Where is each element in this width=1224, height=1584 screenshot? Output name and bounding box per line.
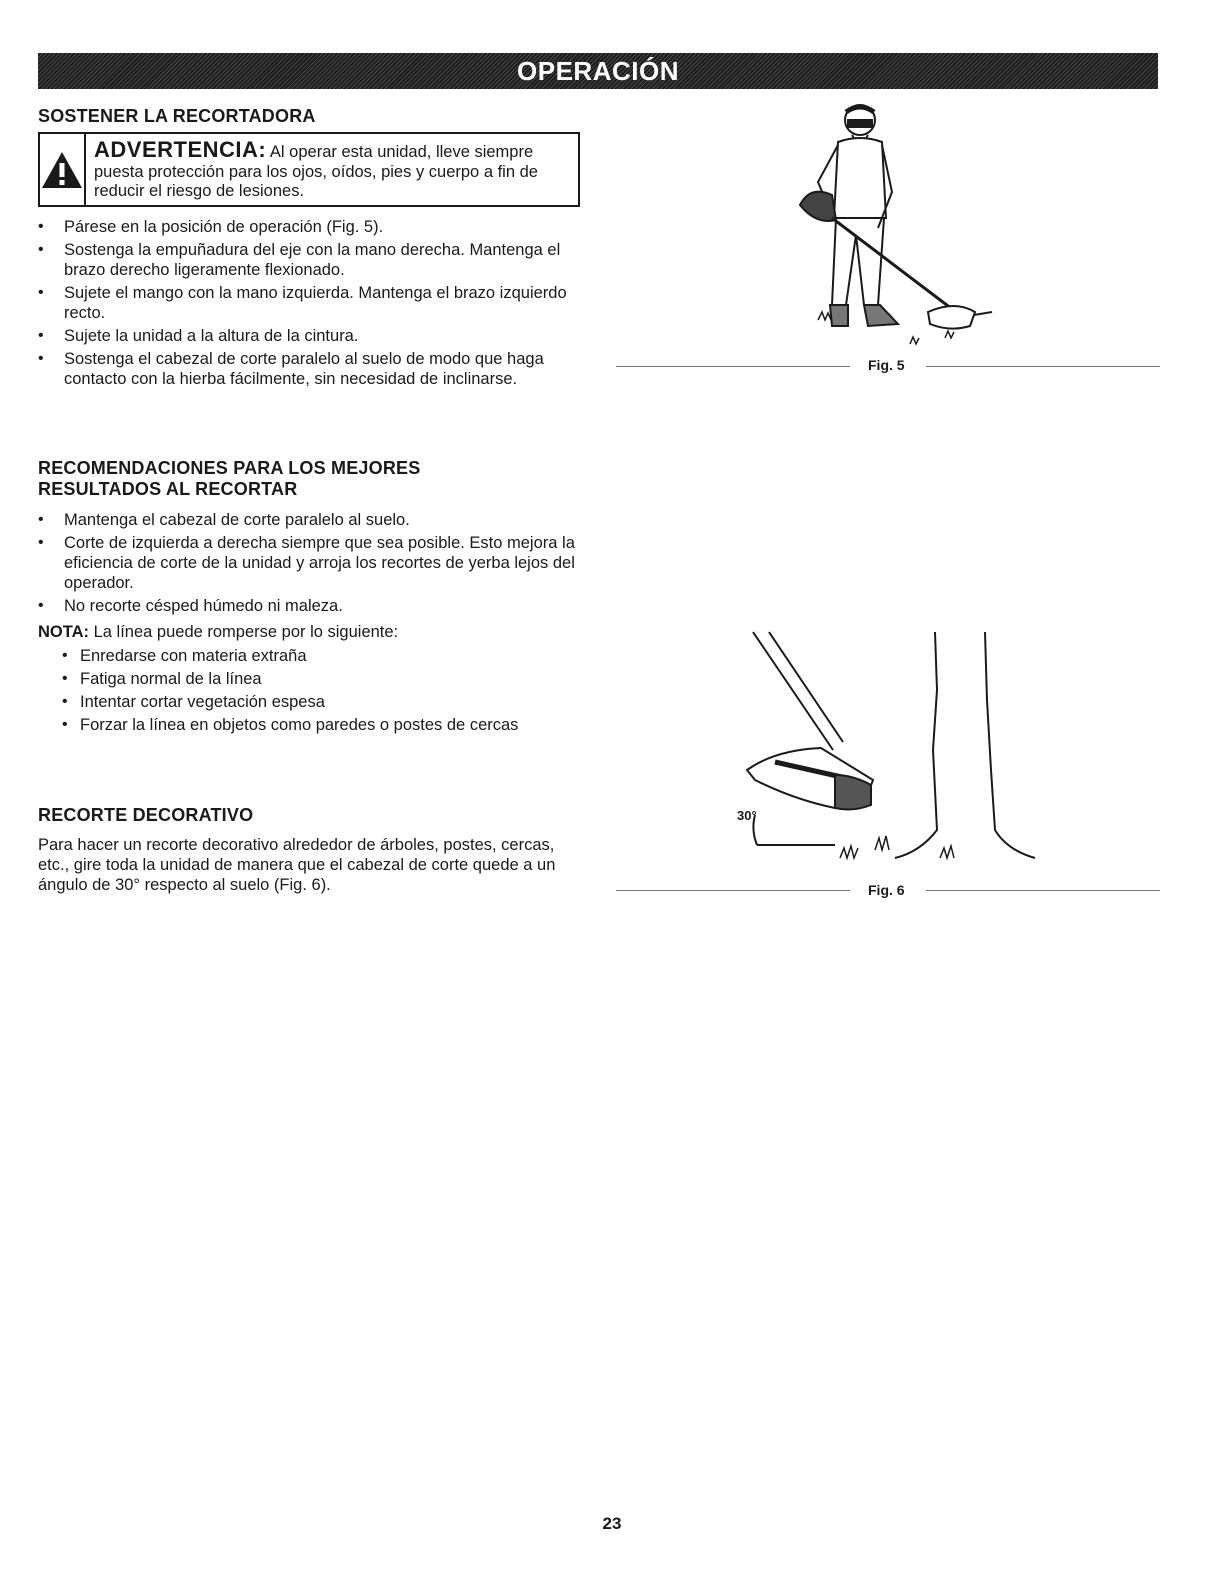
fig5-label: Fig. 5 xyxy=(868,357,905,373)
list-item: • Sostenga la empuñadura del eje con la mano derecha. Mantenga el brazo derecho ligeramente flexionado. xyxy=(38,240,583,280)
page-number: 23 xyxy=(602,1514,622,1533)
warning-icon xyxy=(40,134,86,205)
heading-recomendaciones-2: RESULTADOS AL RECORTAR xyxy=(38,479,298,499)
fig6-rule-left xyxy=(616,890,850,891)
list-item: • Corte de izquierda a derecha siempre que sea posible. Esto mejora la eficiencia de corte de la unidad y arroja los recortes de yerba lejos del operador. xyxy=(38,533,586,593)
list-note-items xyxy=(62,646,582,738)
note-label: NOTA: xyxy=(38,623,90,641)
fig6-trimmer-tree-illustration xyxy=(735,630,1045,870)
list-item: • Sujete la unidad a la altura de la cintura. xyxy=(38,326,583,346)
heading-recomendaciones-1: RECOMENDACIONES PARA LOS MEJORES xyxy=(38,458,421,478)
fig6-angle-label: 30° xyxy=(737,808,757,823)
warning-text: Al operar esta unidad, lleve siempre puesta protección para los ojos, oídos, pies y cuerpo a fin de reducir el riesgo de lesiones. xyxy=(94,143,538,200)
fig6-rule-right xyxy=(926,890,1160,891)
section-title: OPERACIÓN xyxy=(517,55,679,86)
warning-label: ADVERTENCIA: xyxy=(94,137,267,162)
heading-recorte-decorativo: RECORTE DECORATIVO xyxy=(38,805,254,825)
list-item: • Intentar cortar vegetación espesa xyxy=(62,692,582,712)
note-text: La línea puede romperse por lo siguiente: xyxy=(93,623,399,641)
fig5-operator-illustration xyxy=(760,100,1000,350)
list-item: • Forzar la línea en objetos como paredes o postes de cercas xyxy=(62,715,582,735)
section-banner xyxy=(38,53,1158,89)
list-item: • Enredarse con materia extraña xyxy=(62,646,582,666)
list-item: • Sostenga el cabezal de corte paralelo al suelo de modo que haga contacto con la hierba fácilmente, sin necesidad de inclinarse. xyxy=(38,349,583,389)
list-sostener xyxy=(38,217,583,392)
note xyxy=(38,622,398,642)
decorativo-text: Para hacer un recorte decorativo alrededor de árboles, postes, cercas, etc., gire toda la unidad de manera que el cabezal de corte quede a un ángulo de 30° respecto al suelo (Fig. 6). xyxy=(38,836,556,894)
list-item: • Mantenga el cabezal de corte paralelo al suelo. xyxy=(38,510,586,530)
fig6-label: Fig. 6 xyxy=(868,882,905,898)
list-recomendaciones xyxy=(38,510,586,619)
heading-sostener: SOSTENER LA RECORTADORA xyxy=(38,106,316,126)
fig5-rule-left xyxy=(616,366,850,367)
list-item: • No recorte césped húmedo ni maleza. xyxy=(38,596,586,616)
list-item: • Fatiga normal de la línea xyxy=(62,669,582,689)
fig5-rule-right xyxy=(926,366,1160,367)
list-item: • Sujete el mango con la mano izquierda. Mantenga el brazo izquierdo recto. xyxy=(38,283,583,323)
list-item: • Párese en la posición de operación (Fig. 5). xyxy=(38,217,583,237)
warning-box xyxy=(38,132,580,207)
